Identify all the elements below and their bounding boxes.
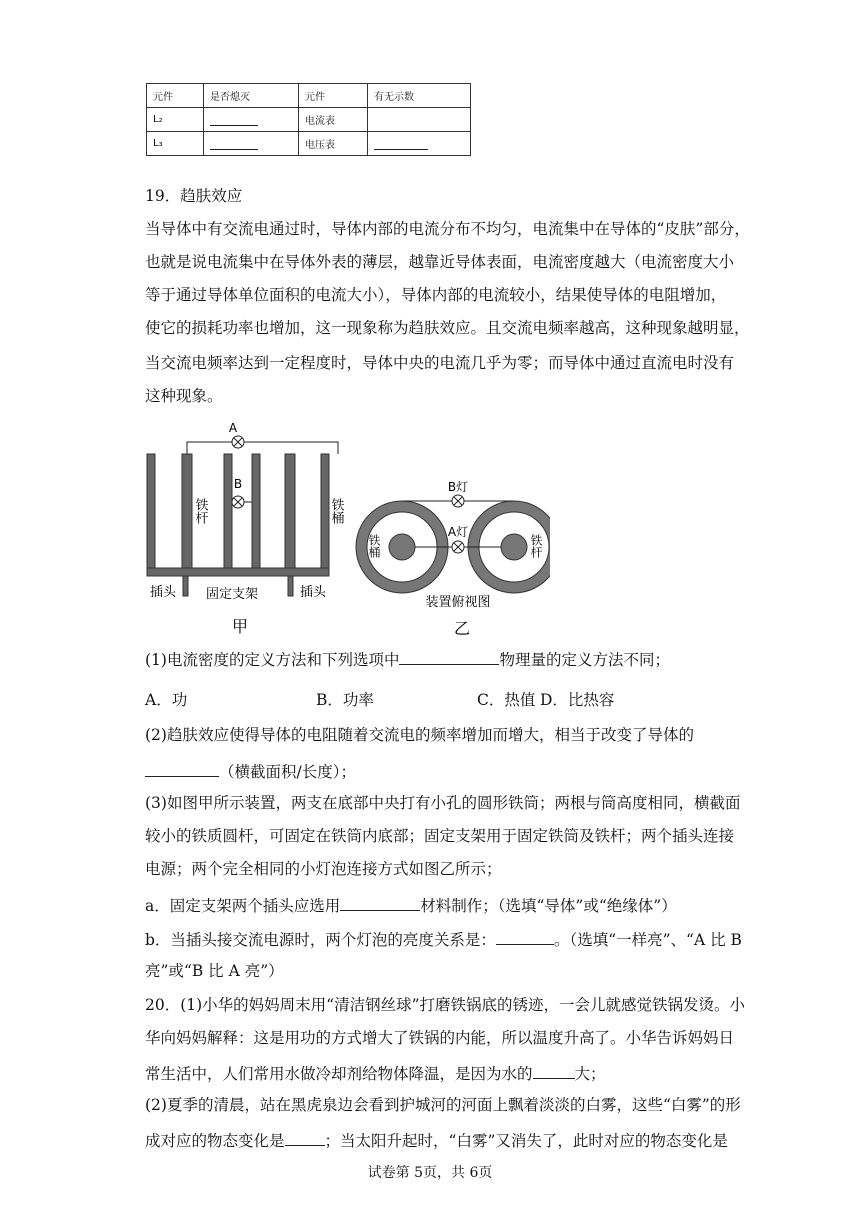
paragraph-line: 当导体中有交流电通过时，导体内部的电流分布不均匀，电流集中在导体的“皮肤”部分， xyxy=(145,220,750,238)
paragraph-line: 电源；两个完全相同的小灯泡连接方式如图乙所示； xyxy=(145,860,502,878)
question-19-2: (2)趋肤效应使得导体的电阻随着交流电的频率增加而增大，相当于改变了导体的 xyxy=(145,726,694,744)
table-cell: 有无示数 xyxy=(368,84,471,108)
question-text: 材料制作；（选填“导体”或“绝缘体”） xyxy=(420,897,677,915)
table-cell: 是否熄灭 xyxy=(204,84,299,108)
option-c[interactable]: C．热值 xyxy=(477,691,536,709)
answer-blank[interactable] xyxy=(210,137,258,150)
table-cell xyxy=(368,108,471,132)
question-20-line: 20．(1)小华的妈妈周末用“清洁钢丝球”打磨铁锅底的锈迹，一会儿就感觉铁锅发烫。小 xyxy=(145,996,746,1014)
component-table xyxy=(146,83,471,156)
question-text: 成对应的物态变化是 xyxy=(145,1132,285,1150)
table-cell: 元件 xyxy=(147,84,204,108)
question-20-1 xyxy=(145,1064,606,1083)
option-d[interactable]: D．比热容 xyxy=(540,691,615,709)
answer-blank[interactable] xyxy=(340,896,420,911)
table-row xyxy=(147,108,471,132)
option-b[interactable]: B．功率 xyxy=(316,691,374,709)
option-a[interactable]: A．功 xyxy=(145,691,188,709)
lamp-b-label: B xyxy=(233,477,243,491)
question-text: a．固定支架两个插头应选用 xyxy=(145,897,341,915)
paragraph-line: 当交流电频率达到一定程度时，导体中央的电流几乎为零；而导体中通过直流电时没有 xyxy=(145,354,735,372)
lamp-a-label: A xyxy=(228,421,238,435)
question-19-3b xyxy=(145,930,742,949)
bucket-yi-label: 铁桶 xyxy=(367,534,381,558)
table-cell xyxy=(204,108,299,132)
question-text: 。（选填“一样亮”、“A 比 B xyxy=(553,931,742,949)
page-footer: 试卷第 5页，共 6页 xyxy=(367,1165,493,1181)
question-text: 常生活中，人们常用水做冷却剂给物体降温，是因为水的 xyxy=(145,1065,533,1083)
table-cell xyxy=(368,132,471,156)
table-cell: 元件 xyxy=(299,84,368,108)
skin-effect-figure xyxy=(140,416,550,640)
rod-yi-label: 铁杆 xyxy=(529,534,543,558)
answer-blank[interactable] xyxy=(399,650,499,665)
figure-caption-jia: 甲 xyxy=(231,617,249,636)
question-20-2: (2)夏季的清晨，站在黑虎泉边会看到护城河的河面上飘着淡淡的白雾，这些“白雾”的形 xyxy=(145,1096,741,1114)
table-cell: 电流表 xyxy=(299,108,368,132)
table-cell: L₂ xyxy=(147,108,204,132)
table-cell: L₃ xyxy=(147,132,204,156)
lamp-b-yi-label: B灯 xyxy=(447,480,469,494)
paragraph-line: 使它的损耗功率也增加，这一现象称为趋肤效应。且交流电频率越高，这种现象越明显， xyxy=(145,319,750,337)
table-cell: 电压表 xyxy=(299,132,368,156)
table-header-row xyxy=(147,84,471,108)
question-20-2-line2 xyxy=(145,1131,728,1150)
paragraph-line: 较小的铁质圆杆，可固定在铁筒内底部；固定支架用于固定铁筒及铁杆；两个插头连接 xyxy=(145,827,735,845)
lamp-a-yi-label: A灯 xyxy=(447,525,469,539)
figure-jia xyxy=(147,436,338,596)
answer-blank[interactable] xyxy=(496,930,554,945)
figure-caption-yi: 乙 xyxy=(453,619,471,638)
question-text: 物理量的定义方法不同； xyxy=(499,651,670,669)
table-row xyxy=(147,132,471,156)
table-cell xyxy=(204,132,299,156)
question-text: b．当插头接交流电源时，两个灯泡的亮度关系是： xyxy=(145,931,496,949)
paragraph-line: 等于通过导体单位面积的电流大小），导体内部的电流较小，结果使导体的电阻增加， xyxy=(145,286,727,304)
answer-blank[interactable] xyxy=(210,113,258,126)
paragraph-line: 也就是说电流集中在导体外表的薄层，越靠近导体表面，电流密度越大（电流密度大小 xyxy=(145,253,735,271)
question-text: (1)电流密度的定义方法和下列选项中 xyxy=(145,651,400,669)
question-19-title: 19．趋肤效应 xyxy=(145,187,243,205)
paragraph-line: (3)如图甲所示装置，两支在底部中央打有小孔的圆形铁筒；两根与筒高度相同，横截面 xyxy=(145,794,741,812)
top-view-label: 装置俯视图 xyxy=(425,595,491,610)
answer-blank[interactable] xyxy=(145,762,219,777)
rod-label: 铁杆 xyxy=(192,498,208,524)
question-19-3a xyxy=(145,896,677,915)
bracket-label: 固定支架 xyxy=(206,587,259,602)
question-19-1 xyxy=(145,650,670,669)
paragraph-line: 亮”或“B 比 A 亮”） xyxy=(145,962,284,980)
paragraph-line: 这种现象。 xyxy=(145,387,223,405)
question-19-2-line2 xyxy=(145,762,356,781)
answer-blank[interactable] xyxy=(533,1064,575,1079)
plug-right-label: 插头 xyxy=(300,585,327,600)
bucket-label: 铁桶 xyxy=(328,498,344,524)
figure-yi xyxy=(356,495,550,593)
question-text: 大； xyxy=(574,1065,606,1083)
question-text: ；当太阳升起时，“白雾”又消失了，此时对应的物态变化是 xyxy=(324,1132,728,1150)
answer-blank[interactable] xyxy=(285,1131,325,1146)
plug-left-label: 插头 xyxy=(150,585,177,600)
answer-blank[interactable] xyxy=(374,137,428,150)
question-text: （横截面积/长度）； xyxy=(219,763,356,781)
paragraph-line: 华向妈妈解释：这是用功的方式增大了铁锅的内能，所以温度升高了。小华告诉妈妈日 xyxy=(145,1029,735,1047)
